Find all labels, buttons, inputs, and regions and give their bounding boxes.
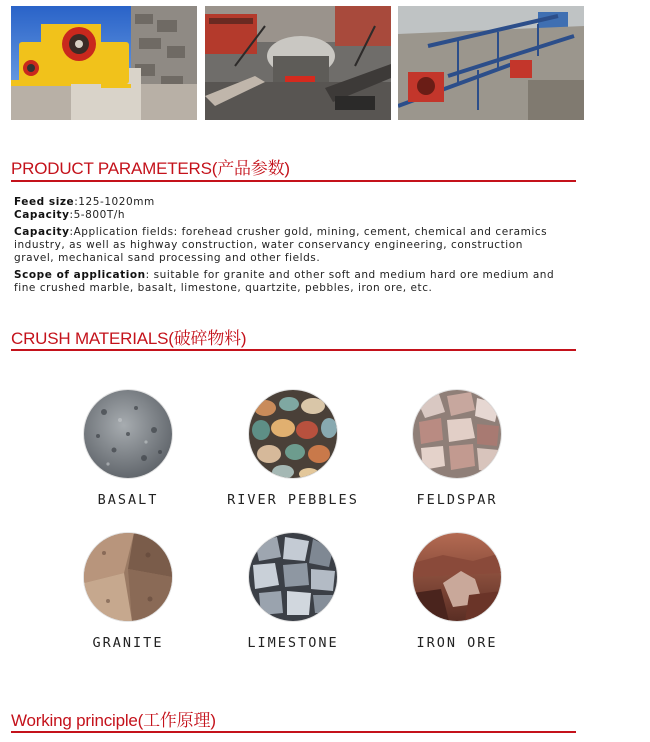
working-principle-divider xyxy=(11,731,576,733)
product-parameters-title: PRODUCT PARAMETERS(产品参数) xyxy=(11,159,290,178)
scope-label: Scope of application xyxy=(14,269,146,281)
feed-size-value: :125-1020mm xyxy=(74,196,155,208)
capacity-row xyxy=(14,209,576,222)
material-label: LIMESTONE xyxy=(247,635,339,651)
material-item xyxy=(43,533,213,651)
material-label: BASALT xyxy=(97,492,159,508)
product-parameters-divider xyxy=(11,180,576,182)
material-label: IRON ORE xyxy=(416,635,498,651)
scope-line-2: fine crushed marble, basalt, limestone, quartzite, pebbles, iron ore, etc. xyxy=(14,282,433,294)
photo-strip xyxy=(11,6,584,120)
material-label: RIVER PEBBLES xyxy=(227,492,359,508)
feed-size-label: Feed size xyxy=(14,196,75,208)
material-item xyxy=(372,533,542,651)
granite-image xyxy=(84,533,172,621)
river-pebbles-image xyxy=(249,390,337,478)
cone-crusher-photo xyxy=(205,6,391,120)
feed-size-row xyxy=(14,196,576,209)
jaw-crusher-photo xyxy=(11,6,197,120)
material-item xyxy=(372,390,542,508)
material-item xyxy=(43,390,213,508)
material-item xyxy=(208,390,378,508)
scope-line-1: : suitable for granite and other soft and medium hard ore medium and xyxy=(145,269,555,281)
application-line-1: :Application fields: forehead crusher gold, mining, cement, chemical and ceramics xyxy=(69,226,548,238)
material-item xyxy=(208,533,378,651)
scope-row xyxy=(14,269,576,295)
application-row xyxy=(14,226,576,265)
feldspar-image xyxy=(413,390,501,478)
working-principle-title: Working principle(工作原理) xyxy=(11,711,216,730)
product-parameters-text xyxy=(14,196,576,295)
application-label: Capacity xyxy=(14,226,70,238)
capacity-label: Capacity xyxy=(14,209,70,221)
basalt-image xyxy=(84,390,172,478)
application-line-3: gravel, mechanical sand processing and other fields. xyxy=(14,252,321,264)
application-line-2: industry, as well as highway construction, water conservancy engineering, construction xyxy=(14,239,523,251)
iron-ore-image xyxy=(413,533,501,621)
crush-materials-divider xyxy=(11,349,576,351)
material-label: GRANITE xyxy=(92,635,164,651)
limestone-image xyxy=(249,533,337,621)
crush-materials-title: CRUSH MATERIALS(破碎物料) xyxy=(11,329,247,348)
materials-grid xyxy=(0,380,600,670)
crushing-plant-photo xyxy=(398,6,584,120)
capacity-value: :5-800T/h xyxy=(69,209,126,221)
material-label: FELDSPAR xyxy=(416,492,498,508)
